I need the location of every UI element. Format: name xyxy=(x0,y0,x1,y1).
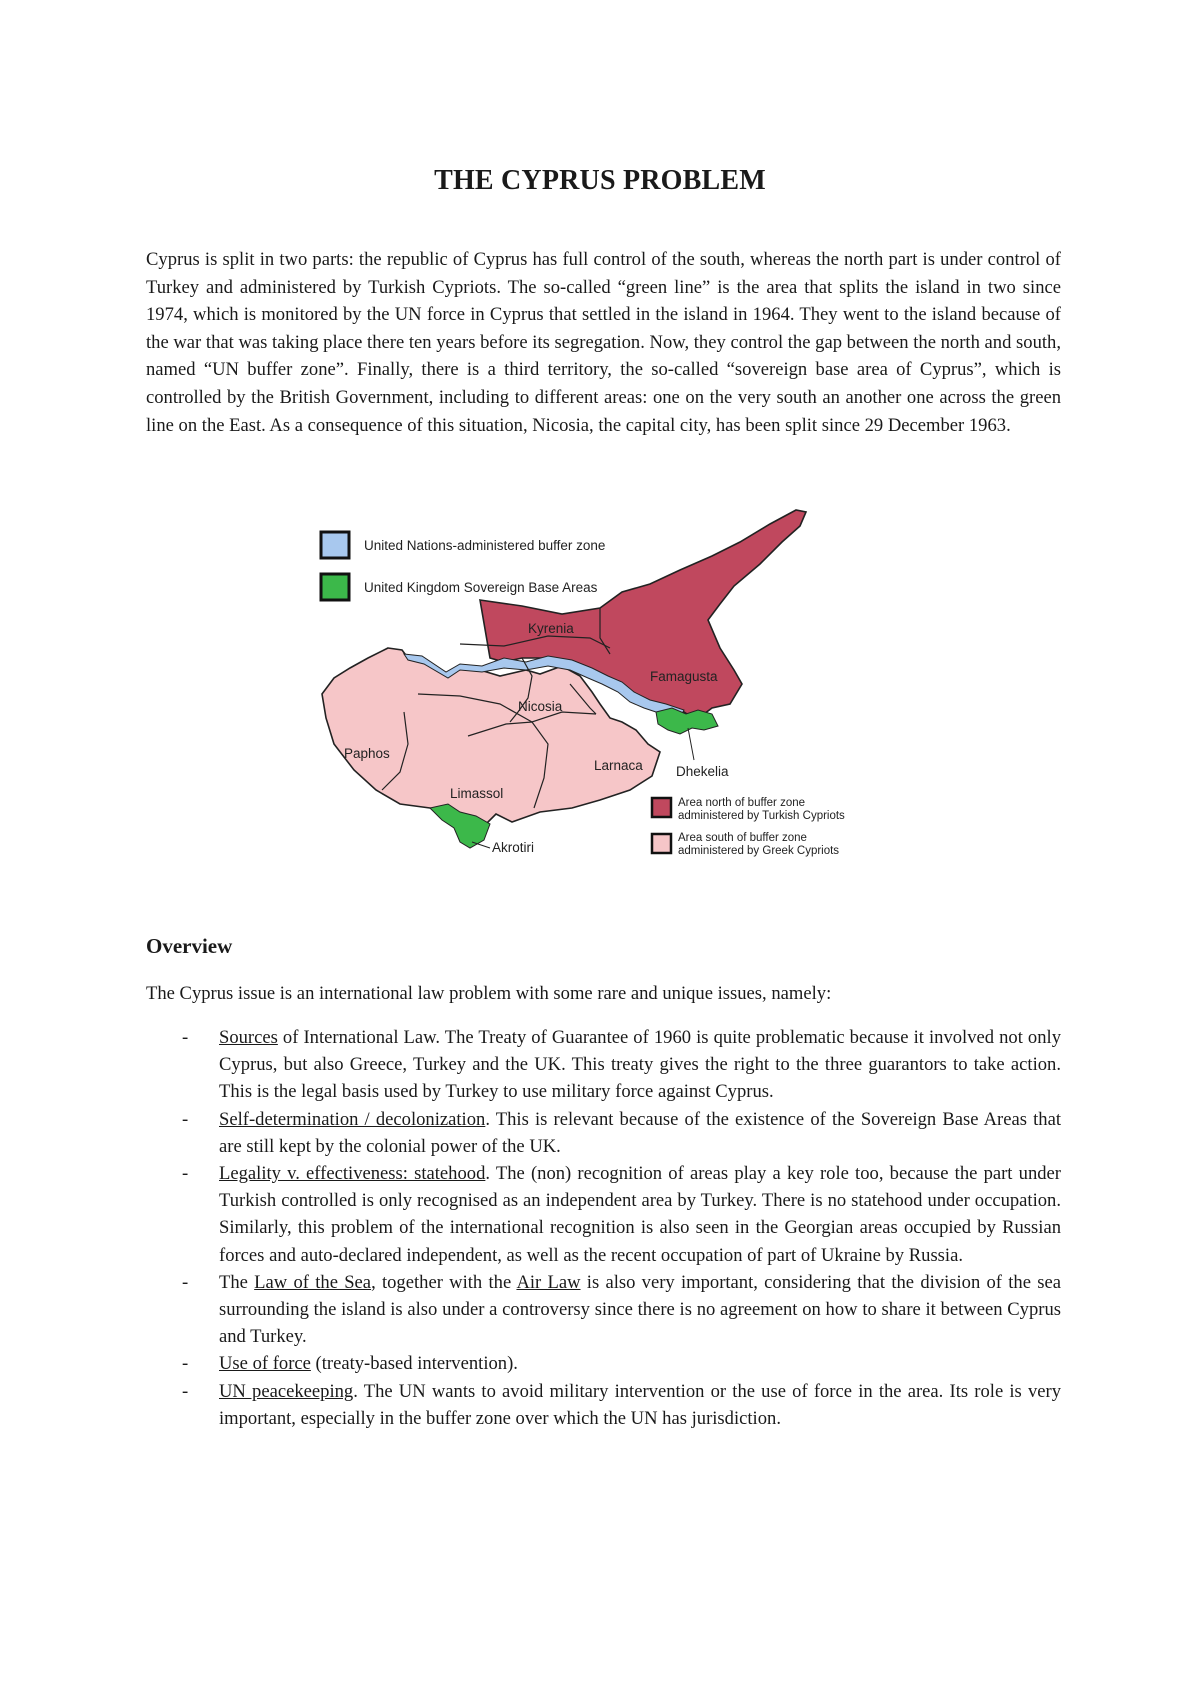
label-akrotiri: Akrotiri xyxy=(492,840,535,855)
list-dash: - xyxy=(182,1108,189,1130)
label-nicosia: Nicosia xyxy=(518,699,563,714)
legend-south-line1: Area south of buffer zone xyxy=(678,832,807,844)
item-pre: The xyxy=(219,1271,255,1293)
overview-intro: The Cyprus issue is an international law problem with some rare and unique issues, namely: xyxy=(146,983,832,1004)
item-term-use-of-force: Use of force xyxy=(219,1353,311,1375)
item-term-air-law: Air Law xyxy=(516,1271,581,1293)
list-item xyxy=(146,1269,1061,1351)
overview-list xyxy=(146,1024,1061,1432)
label-famagusta: Famagusta xyxy=(650,669,718,684)
item-mid: , together with the xyxy=(371,1271,517,1293)
legend-south-swatch xyxy=(652,834,671,853)
item-term-legality: Legality v. effectiveness: statehood xyxy=(219,1163,486,1185)
cyprus-map-svg xyxy=(300,508,900,876)
list-item xyxy=(146,1350,1061,1377)
list-dash: - xyxy=(182,1353,189,1375)
item-term-self-determination: Self-determination / decolonization xyxy=(219,1108,486,1130)
label-limassol: Limassol xyxy=(450,786,504,801)
list-item xyxy=(146,1106,1061,1160)
list-dash: - xyxy=(182,1380,189,1402)
item-rest: . The (non) recognition of areas play a key role too, because the part under Turkish controlled is only recognised as an independent area by Turkey. There is no statehood under occupation. Similarly, this problem of the international recognition is also seen in the Georgian areas occupied by Russian forces and auto-declared independent, as well as the recent occupation of part of Ukraine by Russia. xyxy=(219,1163,1061,1266)
legend-bases-swatch xyxy=(321,574,349,600)
item-term-un-peacekeeping: UN peacekeeping xyxy=(219,1380,354,1402)
legend-bases-label: United Kingdom Sovereign Base Areas xyxy=(364,580,598,595)
legend-north-line1: Area north of buffer zone xyxy=(678,797,806,809)
legend-buffer-label: United Nations-administered buffer zone xyxy=(364,538,606,553)
item-rest: . This is relevant because of the existence of the Sovereign Base Areas that are still kept by the colonial power of the UK. xyxy=(219,1108,1061,1157)
legend-north-line2: administered by Turkish Cypriots xyxy=(678,810,845,822)
label-larnaca: Larnaca xyxy=(594,758,643,773)
legend-north-swatch xyxy=(652,798,671,817)
cyprus-map xyxy=(300,508,900,876)
item-term-law-of-the-sea: Law of the Sea xyxy=(254,1271,372,1293)
list-item xyxy=(146,1160,1061,1269)
label-kyrenia: Kyrenia xyxy=(528,621,574,636)
label-dhekelia: Dhekelia xyxy=(676,764,729,779)
legend-south-line2: administered by Greek Cypriots xyxy=(678,845,840,857)
item-rest: . The UN wants to avoid military intervention or the use of force in the area. Its role is very important, especially in the buffer zone over which the UN has jurisdiction. xyxy=(219,1380,1062,1429)
overview-heading: Overview xyxy=(146,934,233,958)
item-rest: of International Law. The Treaty of Guarantee of 1960 is quite problematic because it involved not only Cyprus, but also Greece, Turkey and the UK. This treaty gives the right to the three guarantors to take action. This is the legal basis used by Turkey to use military force against Cyprus. xyxy=(219,1027,1061,1103)
list-dash: - xyxy=(182,1271,189,1293)
intro-paragraph: Cyprus is split in two parts: the republic of Cyprus has full control of the south, whereas the north part is under control of Turkey and administered by Turkish Cypriots. The so-called “green line” is the area that splits the island in two since 1974, which is monitored by the UN force in Cyprus that settled in the island in 1964. They went to the island because of the war that was taking place there ten years before its segregation. Now, they control the gap between the north and south, named “UN buffer zone”. Finally, there is a third territory, the so-called “sovereign base area of Cyprus”, which is controlled by the British Government, including to different areas: one on the very south an another one across the green line on the East. As a consequence of this situation, Nicosia, the capital city, has been split since 29 December 1963. xyxy=(146,249,1061,436)
legend-buffer-swatch xyxy=(321,532,349,558)
list-item xyxy=(146,1378,1061,1432)
label-paphos: Paphos xyxy=(344,746,390,761)
list-dash: - xyxy=(182,1163,189,1185)
item-rest: is also very important, considering that the division of the sea surrounding the island is also under a controversy since there is no agreement on how to share it between Cyprus and Turkey. xyxy=(219,1271,1061,1348)
list-item xyxy=(146,1024,1061,1106)
item-rest: (treaty-based intervention). xyxy=(310,1353,518,1375)
list-dash: - xyxy=(182,1027,189,1048)
page-title: THE CYPRUS PROBLEM xyxy=(434,164,766,196)
pointer-dhekelia xyxy=(688,728,694,760)
item-term-sources: Sources xyxy=(219,1027,278,1048)
